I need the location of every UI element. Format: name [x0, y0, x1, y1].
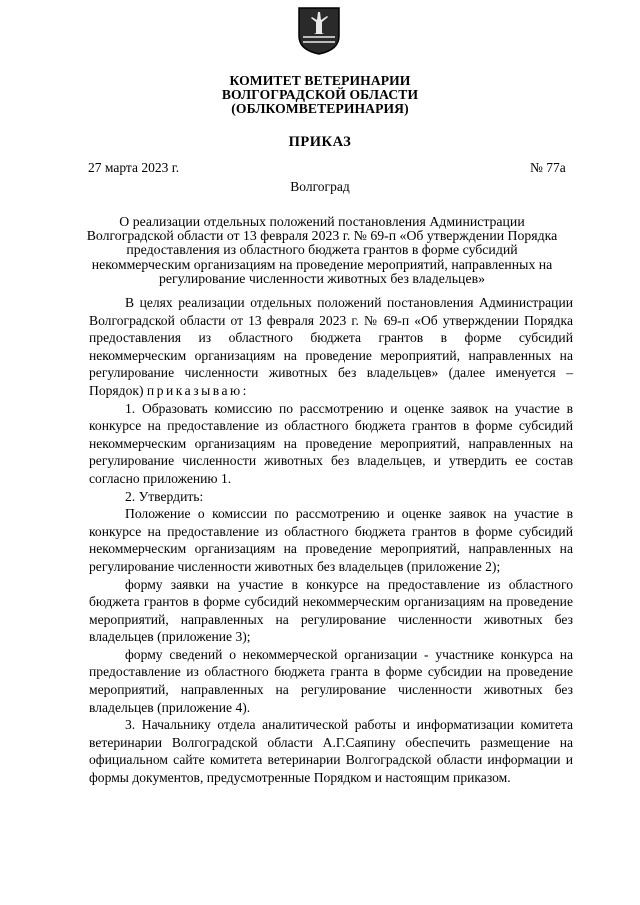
header-line-2: ВОЛГОГРАДСКОЙ ОБЛАСТИ	[221, 87, 419, 102]
header-line-1: КОМИТЕТ ВЕТЕРИНАРИИ	[229, 73, 411, 88]
item-2: 2. Утвердить:	[125, 488, 204, 504]
document-number: № 77а	[530, 160, 566, 175]
header-line-3: (ОБЛКОМВЕТЕРИНАРИЯ)	[231, 101, 409, 116]
order-word: приказываю:	[146, 382, 249, 398]
item-1: 1. Образовать комиссию по рассмотрению и оценке заявок на участие в конкурсе на предоставление из областного бюджета грантов в форме субсидий некоммерческим организациям на проведение мероприятий, направленных на регулирование численности животных без владельцев, и утвердить ее состав согласно приложению 1.	[89, 400, 573, 486]
document-title: ПРИКАЗ	[288, 134, 352, 150]
item-2c: форму сведений о некоммерческой организации - участнике конкурса на предоставление из областного бюджета гранта в форме субсидии на проведение мероприятий, направленных на регулирование численности животных без владельцев (приложение 4).	[89, 646, 573, 715]
item-2b: форму заявки на участие в конкурсе на предоставление из областного бюджета грантов в форме субсидий некоммерческим организациям на проведение мероприятий, направленных на регулирование численности животных без владельцев (приложение 3);	[89, 576, 573, 645]
coat-of-arms-icon	[297, 6, 341, 56]
intro-text: В целях реализации отдельных положений постановления Администрации Волгоградской области от 13 февраля 2023 г. № 69-п «Об утверждении Порядка предоставления из областного бюджета грантов в форме субсидий некоммерческим организациям на проведение мероприятий, направленных на регулирование численности животных без владельцев» (далее именуется – Порядок)	[89, 295, 573, 398]
document-date: 27 марта 2023 г.	[88, 160, 180, 175]
item-2a: Положение о комиссии по рассмотрению и оценке заявок на участие в конкурсе на предоставление из областного бюджета грантов в форме субсидий некоммерческим организациям на проведение мероприятий, направленных на регулирование численности животных без владельцев (приложение 2);	[89, 506, 573, 574]
intro-paragraph	[89, 294, 573, 400]
document-body	[89, 294, 573, 787]
organization-header	[0, 74, 640, 116]
item-3: 3. Начальнику отдела аналитической работы и информатизации комитета ветеринарии Волгоградской области А.Г.Саяпину обеспечить размещение на официальном сайте комитета ветеринарии Волгоградской области информации и формы документов, предусмотренные Порядком и настоящим приказом.	[89, 717, 573, 786]
document-subject: О реализации отдельных положений постановления Администрации Волгоградской области от 13 февраля 2023 г. № 69-п «Об утверждении Порядка предоставления из областного бюджета грантов в форме субсидий некоммерческим организациям на проведение мероприятий, направленных на регулирование численности животных без владельцев»	[86, 214, 558, 286]
document-city: Волгоград	[290, 179, 350, 194]
